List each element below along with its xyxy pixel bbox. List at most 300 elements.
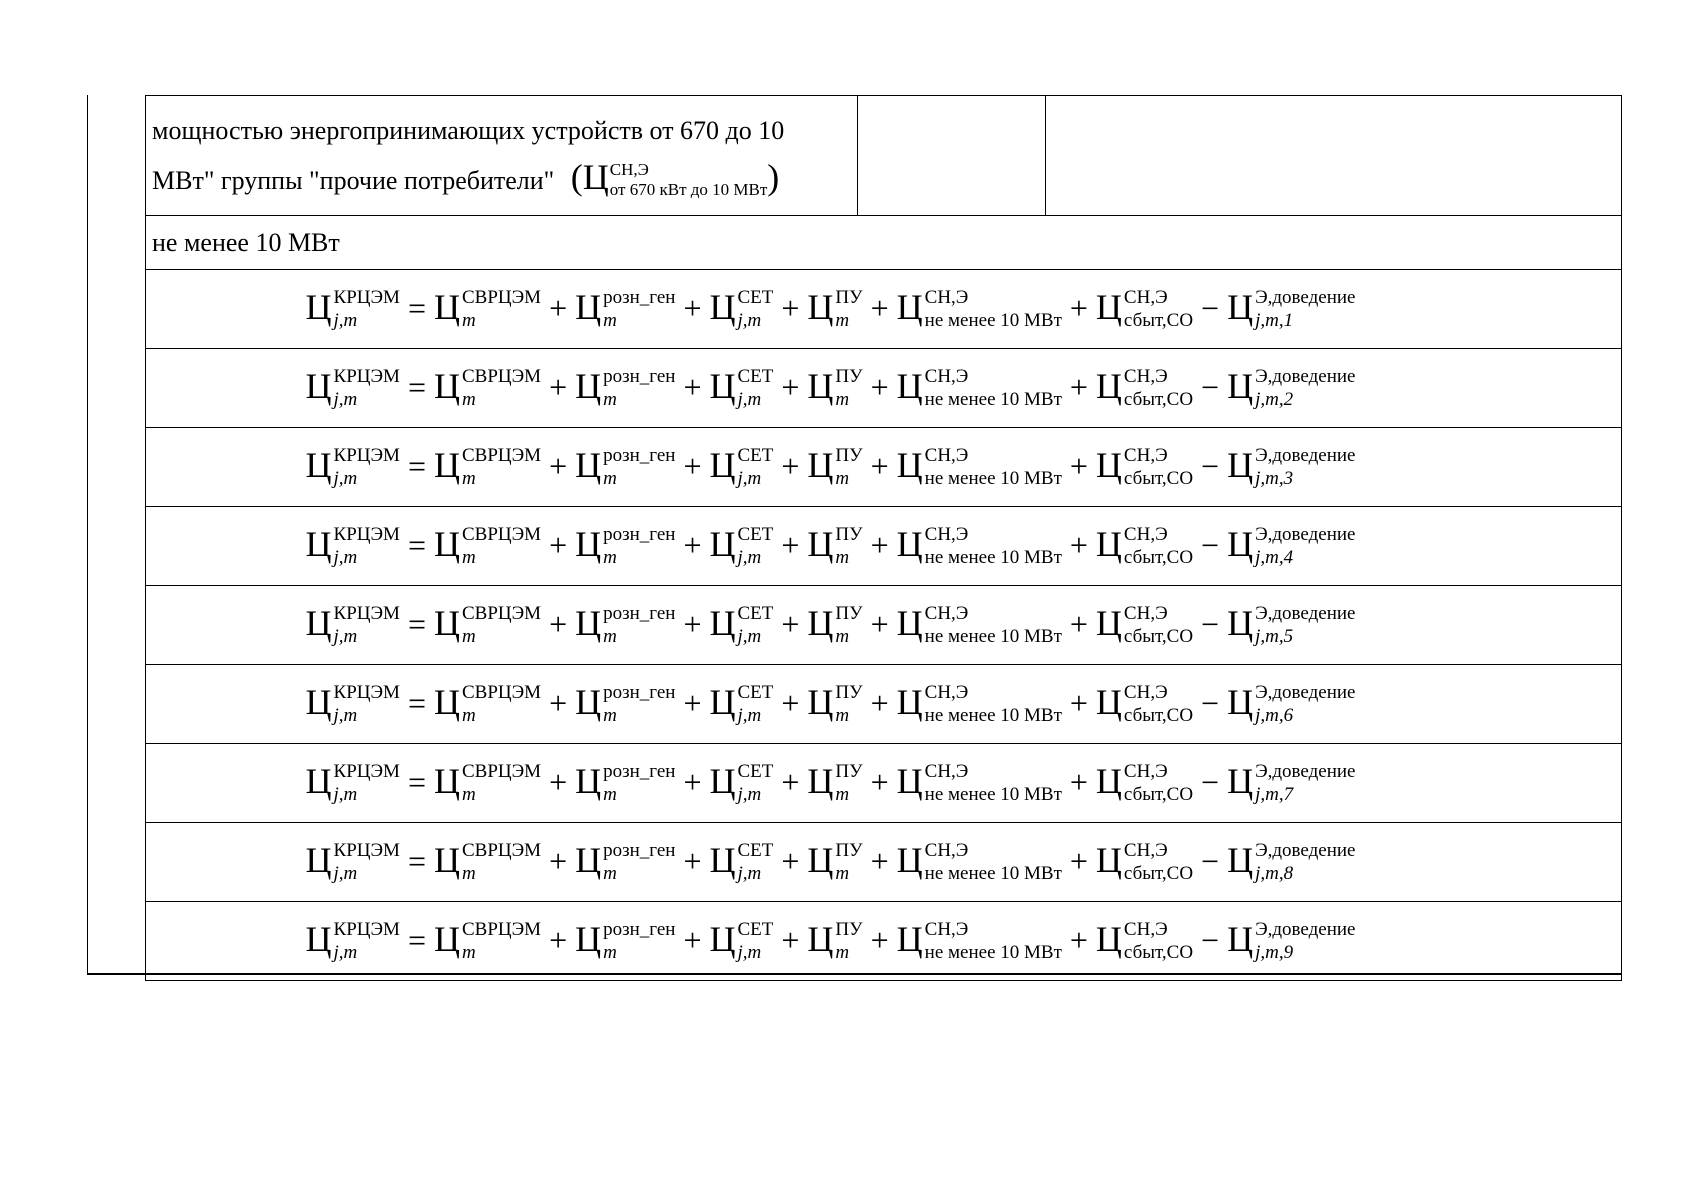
- formula-subscript: не менее 10 МВт: [924, 626, 1062, 648]
- formula-symbol: Ц: [1095, 444, 1122, 485]
- formula-subscript: j,m: [737, 389, 762, 411]
- formula: [306, 839, 1356, 885]
- formula-scripts: [925, 367, 1062, 409]
- formula-subscript: m: [835, 705, 850, 727]
- formula-scripts: [603, 841, 675, 883]
- formula-symbol: Ц: [1227, 523, 1254, 564]
- formula-symbol: Ц: [1095, 918, 1122, 959]
- formula-superscript: СН,Э: [1123, 682, 1168, 704]
- formula-subscript: j,m: [333, 626, 358, 648]
- formula-subscript: m: [603, 468, 617, 490]
- formula-symbol: Ц: [807, 444, 834, 485]
- formula-symbol: Ц: [433, 365, 460, 406]
- plus-sign: +: [683, 842, 702, 879]
- formula-scripts: [1255, 604, 1355, 646]
- formula-superscript: СЕТ: [737, 682, 774, 704]
- formula-symbol: Ц: [1227, 286, 1254, 327]
- formula-subscript: сбыт,СО: [1123, 547, 1194, 569]
- formula-scripts: [334, 525, 400, 567]
- formula-scripts: [334, 683, 400, 725]
- intro-cell: [146, 96, 858, 216]
- formula-scripts: [737, 525, 773, 567]
- formula-superscript: СН,Э: [1123, 287, 1168, 309]
- formula-superscript: розн_ген: [603, 919, 676, 941]
- formula-scripts: [1255, 288, 1355, 330]
- formula-subscript: m: [461, 705, 476, 727]
- formula-superscript: СН,Э: [1123, 919, 1168, 941]
- plus-sign: +: [683, 526, 702, 563]
- formula-superscript: Э,доведение: [1255, 445, 1356, 467]
- plus-sign: +: [781, 368, 800, 405]
- formula-scripts: [462, 841, 541, 883]
- formula-subscript: j,m,5: [1255, 626, 1294, 648]
- plus-sign: +: [870, 447, 889, 484]
- formula-symbol: Ц: [433, 444, 460, 485]
- formula-scripts: [603, 683, 675, 725]
- plus-sign: +: [683, 684, 702, 721]
- formula-scripts: [835, 288, 862, 330]
- formula-scripts: [462, 288, 541, 330]
- formula-symbol: Ц: [575, 365, 602, 406]
- plus-sign: +: [549, 763, 568, 800]
- plus-sign: +: [1069, 289, 1088, 326]
- formula-symbol: Ц: [807, 523, 834, 564]
- formula-subscript: m: [835, 389, 850, 411]
- formula-superscript: СН,Э: [1123, 840, 1168, 862]
- formula-subscript: j,m,3: [1255, 468, 1294, 490]
- formula-symbol: Ц: [433, 839, 460, 880]
- formula-scripts: [1124, 841, 1193, 883]
- formula-subscript: не менее 10 МВт: [924, 547, 1062, 569]
- formula-subscript: m: [461, 784, 476, 806]
- formula-scripts: [925, 604, 1062, 646]
- formula-subscript: m: [603, 942, 617, 964]
- formula-subscript: не менее 10 МВт: [924, 942, 1062, 964]
- minus-sign: −: [1201, 289, 1220, 326]
- formula-subscript: j,m: [333, 942, 358, 964]
- plus-sign: +: [870, 368, 889, 405]
- formula-scripts: [1124, 920, 1193, 962]
- formula-scripts: [462, 525, 541, 567]
- formula-symbol: Ц: [305, 365, 332, 406]
- plus-sign: +: [1069, 447, 1088, 484]
- formula-symbol: Ц: [1095, 681, 1122, 722]
- minus-sign: −: [1201, 447, 1220, 484]
- formula-subscript: j,m: [737, 547, 762, 569]
- formula-superscript: СН,Э: [1123, 603, 1168, 625]
- formula-subscript: j,m: [737, 942, 762, 964]
- formula-scripts: [925, 683, 1062, 725]
- formula-subscript: m: [461, 863, 476, 885]
- formula-row: [146, 902, 1622, 981]
- formula-symbol: Ц: [1095, 365, 1122, 406]
- formula-subscript: j,m,1: [1255, 310, 1294, 332]
- formula-subscript: m: [835, 863, 850, 885]
- formula-symbol: Ц: [1227, 365, 1254, 406]
- formula-superscript: СВРЦЭМ: [461, 919, 542, 941]
- plus-sign: +: [781, 921, 800, 958]
- formula-superscript: СН,Э: [924, 682, 969, 704]
- plus-sign: +: [683, 368, 702, 405]
- equals-sign: =: [407, 447, 426, 484]
- formula-superscript: Э,доведение: [1255, 761, 1356, 783]
- formula-scripts: [925, 525, 1062, 567]
- plus-sign: +: [1069, 842, 1088, 879]
- intro-scripts: [610, 161, 768, 198]
- formula-scripts: [737, 604, 773, 646]
- formula-subscript: m: [835, 547, 850, 569]
- formula-scripts: [334, 762, 400, 804]
- formula-symbol: Ц: [896, 839, 923, 880]
- formula-subscript: не менее 10 МВт: [924, 784, 1062, 806]
- formula-cell: [146, 586, 1622, 665]
- formula-subscript: j,m: [737, 784, 762, 806]
- formula-superscript: розн_ген: [603, 840, 676, 862]
- formula-symbol: Ц: [709, 681, 736, 722]
- formula-scripts: [462, 683, 541, 725]
- formula-symbol: Ц: [433, 286, 460, 327]
- formula-row: [146, 428, 1622, 507]
- formula-superscript: СВРЦЭМ: [461, 840, 542, 862]
- formula-symbol: Ц: [305, 286, 332, 327]
- formula-superscript: розн_ген: [603, 682, 676, 704]
- formula-symbol: Ц: [807, 681, 834, 722]
- formula-subscript: j,m: [737, 468, 762, 490]
- formula-subscript: j,m: [333, 705, 358, 727]
- formula-scripts: [334, 920, 400, 962]
- formula-symbol: Ц: [807, 918, 834, 959]
- formula-superscript: КРЦЭМ: [333, 761, 400, 783]
- equals-sign: =: [407, 684, 426, 721]
- formula-table: [145, 95, 1622, 981]
- formula-subscript: сбыт,СО: [1123, 784, 1194, 806]
- formula-superscript: СЕТ: [737, 366, 774, 388]
- plus-sign: +: [781, 289, 800, 326]
- formula-superscript: СН,Э: [924, 524, 969, 546]
- formula-subscript: m: [835, 468, 850, 490]
- formula-row: [146, 270, 1622, 349]
- formula-superscript: КРЦЭМ: [333, 840, 400, 862]
- formula-symbol: Ц: [1227, 760, 1254, 801]
- formula-subscript: сбыт,СО: [1123, 942, 1194, 964]
- equals-sign: =: [407, 368, 426, 405]
- intro-text-line2: МВт" группы "прочие потребители": [152, 165, 555, 195]
- plus-sign: +: [1069, 763, 1088, 800]
- formula-subscript: m: [603, 784, 617, 806]
- formula-scripts: [603, 525, 675, 567]
- formula-superscript: розн_ген: [603, 761, 676, 783]
- formula-subscript: j,m,9: [1255, 942, 1294, 964]
- formula-symbol: Ц: [709, 602, 736, 643]
- formula-symbol: Ц: [1095, 760, 1122, 801]
- formula-scripts: [603, 367, 675, 409]
- formula-symbol: Ц: [305, 839, 332, 880]
- paren-close: ): [767, 156, 780, 197]
- plus-sign: +: [1069, 684, 1088, 721]
- formula-superscript: ПУ: [835, 919, 863, 941]
- formula-scripts: [835, 446, 862, 488]
- formula-subscript: j,m: [333, 863, 358, 885]
- formula-subscript: m: [603, 705, 617, 727]
- formula-scripts: [835, 841, 862, 883]
- formula-symbol: Ц: [896, 602, 923, 643]
- formula-superscript: Э,доведение: [1255, 524, 1356, 546]
- plus-sign: +: [870, 921, 889, 958]
- formula-symbol: Ц: [433, 918, 460, 959]
- formula-symbol: Ц: [1095, 523, 1122, 564]
- formula-subscript: сбыт,СО: [1123, 626, 1194, 648]
- formula-superscript: СВРЦЭМ: [461, 761, 542, 783]
- equals-sign: =: [407, 526, 426, 563]
- formula-cell: [146, 902, 1622, 981]
- formula-symbol: Ц: [433, 681, 460, 722]
- formula-scripts: [737, 762, 773, 804]
- formula-superscript: розн_ген: [603, 366, 676, 388]
- formula-symbol: Ц: [575, 444, 602, 485]
- formula-superscript: СВРЦЭМ: [461, 682, 542, 704]
- plus-sign: +: [781, 684, 800, 721]
- formula-symbol: Ц: [896, 523, 923, 564]
- formula-scripts: [925, 288, 1062, 330]
- plus-sign: +: [1069, 368, 1088, 405]
- formula-scripts: [737, 683, 773, 725]
- formula-superscript: Э,доведение: [1255, 366, 1356, 388]
- formula-scripts: [835, 525, 862, 567]
- formula-symbol: Ц: [709, 760, 736, 801]
- formula-superscript: СН,Э: [924, 287, 969, 309]
- formula-symbol: Ц: [709, 444, 736, 485]
- formula-superscript: ПУ: [835, 682, 863, 704]
- minus-sign: −: [1201, 526, 1220, 563]
- formula-symbol: Ц: [575, 760, 602, 801]
- formula-subscript: m: [835, 784, 850, 806]
- formula-scripts: [1124, 525, 1193, 567]
- formula-subscript: m: [603, 310, 617, 332]
- formula-subscript: j,m,4: [1255, 547, 1294, 569]
- plus-sign: +: [870, 526, 889, 563]
- formula-superscript: СН,Э: [924, 919, 969, 941]
- formula-symbol: Ц: [709, 839, 736, 880]
- formula-superscript: КРЦЭМ: [333, 682, 400, 704]
- formula-symbol: Ц: [433, 523, 460, 564]
- minus-sign: −: [1201, 605, 1220, 642]
- formula-scripts: [334, 367, 400, 409]
- formula-symbol: Ц: [575, 523, 602, 564]
- plus-sign: +: [683, 447, 702, 484]
- formula-subscript: не менее 10 МВт: [924, 389, 1062, 411]
- formula-symbol: Ц: [709, 918, 736, 959]
- formula-symbol: Ц: [709, 286, 736, 327]
- formula-scripts: [462, 920, 541, 962]
- formula-scripts: [334, 604, 400, 646]
- formula-scripts: [1124, 683, 1193, 725]
- formula-symbol: Ц: [305, 760, 332, 801]
- formula-subscript: j,m,2: [1255, 389, 1294, 411]
- formula-symbol: Ц: [1227, 918, 1254, 959]
- plus-sign: +: [549, 289, 568, 326]
- formula-subscript: сбыт,СО: [1123, 863, 1194, 885]
- formula-superscript: ПУ: [835, 603, 863, 625]
- formula-subscript: не менее 10 МВт: [924, 705, 1062, 727]
- formula-symbol: Ц: [433, 760, 460, 801]
- equals-sign: =: [407, 605, 426, 642]
- formula-scripts: [603, 920, 675, 962]
- formula-scripts: [1255, 367, 1355, 409]
- formula-superscript: СЕТ: [737, 919, 774, 941]
- formula-scripts: [1124, 367, 1193, 409]
- formula-row: [146, 586, 1622, 665]
- formula-subscript: j,m: [333, 389, 358, 411]
- formula-superscript: Э,доведение: [1255, 919, 1356, 941]
- plus-sign: +: [549, 368, 568, 405]
- formula-cell: [146, 349, 1622, 428]
- formula-symbol: Ц: [433, 602, 460, 643]
- formula-symbol: Ц: [896, 681, 923, 722]
- formula: [306, 444, 1356, 490]
- formula-scripts: [925, 841, 1062, 883]
- formula-symbol: Ц: [1095, 602, 1122, 643]
- formula-superscript: КРЦЭМ: [333, 445, 400, 467]
- plus-sign: +: [1069, 605, 1088, 642]
- formula-symbol: Ц: [1095, 286, 1122, 327]
- formula-superscript: Э,доведение: [1255, 840, 1356, 862]
- formula-superscript: СВРЦЭМ: [461, 445, 542, 467]
- formula-subscript: m: [835, 310, 850, 332]
- formula-scripts: [1255, 446, 1355, 488]
- formula-superscript: КРЦЭМ: [333, 524, 400, 546]
- formula: [306, 602, 1356, 648]
- plus-sign: +: [870, 289, 889, 326]
- formula-symbol: Ц: [807, 839, 834, 880]
- formula-symbol: Ц: [305, 918, 332, 959]
- margin-rule-left: [87, 95, 88, 974]
- formula: [306, 523, 1356, 569]
- minus-sign: −: [1201, 763, 1220, 800]
- formula-superscript: СН,Э: [924, 761, 969, 783]
- formula-symbol: Ц: [1095, 839, 1122, 880]
- formula-symbol: Ц: [575, 839, 602, 880]
- formula-superscript: СЕТ: [737, 840, 774, 862]
- section-heading: не менее 10 МВт: [146, 216, 1622, 270]
- formula-subscript: j,m,8: [1255, 863, 1294, 885]
- formula-cell: [146, 270, 1622, 349]
- plus-sign: +: [683, 289, 702, 326]
- formula-scripts: [1124, 446, 1193, 488]
- formula-superscript: СН,Э: [924, 366, 969, 388]
- formula-superscript: КРЦЭМ: [333, 603, 400, 625]
- formula-scripts: [462, 367, 541, 409]
- formula-subscript: j,m: [333, 784, 358, 806]
- formula-subscript: не менее 10 МВт: [924, 310, 1062, 332]
- formula-superscript: СЕТ: [737, 761, 774, 783]
- plus-sign: +: [1069, 526, 1088, 563]
- plus-sign: +: [549, 684, 568, 721]
- formula-superscript: СЕТ: [737, 603, 774, 625]
- formula-scripts: [1255, 920, 1355, 962]
- formula-symbol: Ц: [807, 760, 834, 801]
- formula-subscript: m: [461, 310, 476, 332]
- plus-sign: +: [781, 605, 800, 642]
- plus-sign: +: [1069, 921, 1088, 958]
- formula-subscript: j,m: [333, 547, 358, 569]
- formula-symbol: Ц: [305, 444, 332, 485]
- formula-subscript: j,m,7: [1255, 784, 1294, 806]
- formula-subscript: m: [603, 626, 617, 648]
- formula-scripts: [925, 762, 1062, 804]
- formula: [306, 365, 1356, 411]
- formula-superscript: СН,Э: [1123, 761, 1168, 783]
- formula-symbol: Ц: [896, 760, 923, 801]
- formula: [306, 286, 1356, 332]
- formula-superscript: СН,Э: [924, 445, 969, 467]
- formula-subscript: m: [835, 942, 850, 964]
- formula-superscript: СН,Э: [1123, 366, 1168, 388]
- formula-subscript: m: [461, 626, 476, 648]
- formula-scripts: [1255, 683, 1355, 725]
- intro-formula: [570, 156, 780, 200]
- intro-sup: СН,Э: [609, 160, 649, 180]
- formula-symbol: Ц: [896, 444, 923, 485]
- formula-subscript: j,m: [737, 705, 762, 727]
- formula: [306, 918, 1356, 964]
- empty-cell: [1046, 96, 1622, 216]
- formula-superscript: ПУ: [835, 366, 863, 388]
- formula-subscript: m: [603, 863, 617, 885]
- minus-sign: −: [1201, 842, 1220, 879]
- formula-scripts: [835, 762, 862, 804]
- formula-scripts: [737, 367, 773, 409]
- minus-sign: −: [1201, 368, 1220, 405]
- formula-scripts: [1255, 525, 1355, 567]
- formula-subscript: m: [603, 547, 617, 569]
- formula-symbol: Ц: [305, 681, 332, 722]
- equals-sign: =: [407, 289, 426, 326]
- formula-row: [146, 823, 1622, 902]
- formula-subscript: j,m: [333, 310, 358, 332]
- plus-sign: +: [781, 447, 800, 484]
- formula-subscript: j,m: [737, 310, 762, 332]
- plus-sign: +: [549, 605, 568, 642]
- formula-symbol: Ц: [896, 365, 923, 406]
- formula-cell: [146, 744, 1622, 823]
- minus-sign: −: [1201, 684, 1220, 721]
- formula-superscript: СЕТ: [737, 445, 774, 467]
- formula-superscript: ПУ: [835, 445, 863, 467]
- formula-scripts: [603, 604, 675, 646]
- formula-superscript: СЕТ: [737, 524, 774, 546]
- formula-superscript: КРЦЭМ: [333, 366, 400, 388]
- formula-row: [146, 665, 1622, 744]
- formula-superscript: розн_ген: [603, 287, 676, 309]
- plus-sign: +: [549, 447, 568, 484]
- formula-superscript: Э,доведение: [1255, 603, 1356, 625]
- plus-sign: +: [781, 763, 800, 800]
- formula-subscript: j,m,6: [1255, 705, 1294, 727]
- formula-scripts: [462, 604, 541, 646]
- formula-scripts: [737, 920, 773, 962]
- plus-sign: +: [683, 921, 702, 958]
- formula-scripts: [835, 367, 862, 409]
- intro-text-line1: мощностью энергопринимающих устройств от 670 до 10: [152, 115, 785, 145]
- formula-scripts: [603, 446, 675, 488]
- formula-superscript: СВРЦЭМ: [461, 366, 542, 388]
- formula-superscript: ПУ: [835, 840, 863, 862]
- formula-cell: [146, 823, 1622, 902]
- formula-subscript: j,m: [737, 863, 762, 885]
- formula-subscript: сбыт,СО: [1123, 468, 1194, 490]
- formula-row: [146, 744, 1622, 823]
- formula-symbol: Ц: [305, 523, 332, 564]
